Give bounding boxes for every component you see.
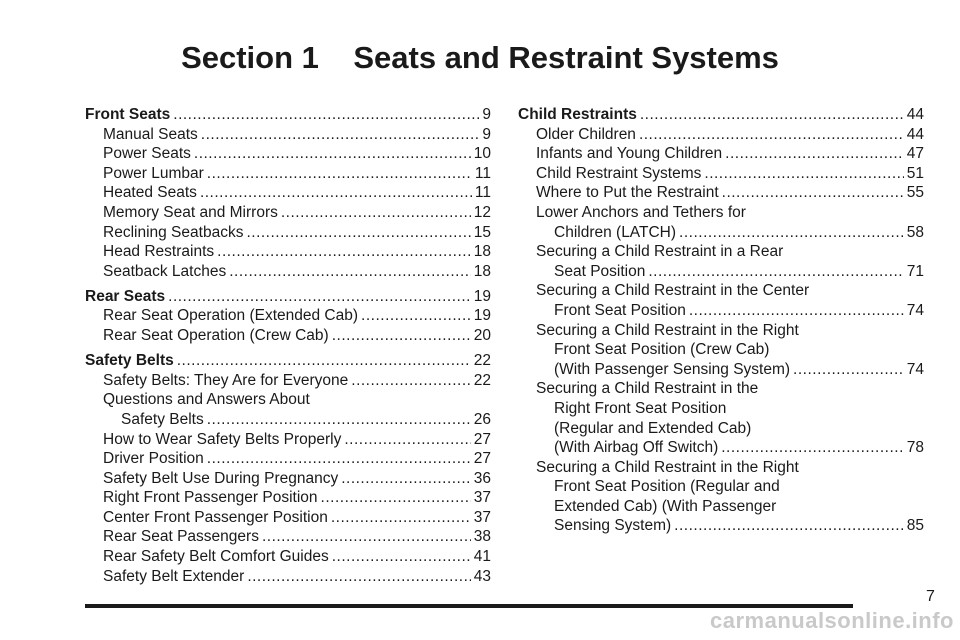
toc-entry-page: 11 [474, 184, 491, 202]
toc-entry [85, 144, 491, 164]
toc-entry-title: Securing a Child Restraint in the Right [536, 458, 799, 476]
toc-entry-title: Front Seat Position [554, 301, 686, 319]
toc-entry [85, 508, 491, 528]
toc-entry-page: 37 [473, 508, 491, 526]
toc-entry-page: 71 [906, 262, 924, 280]
toc-entry-title: Power Lumbar [103, 164, 204, 182]
dot-leader [229, 262, 471, 282]
toc-entry-page: 78 [906, 439, 924, 457]
toc-entry [85, 164, 491, 184]
section-title: Section 1 Seats and Restraint Systems [181, 40, 779, 75]
toc-entry [518, 379, 924, 399]
toc-entry-page: 58 [906, 223, 924, 241]
toc-entry-page: 9 [482, 106, 491, 123]
toc-right-column [518, 105, 924, 536]
toc-heading [85, 351, 491, 371]
toc-entry [85, 306, 491, 326]
toc-entry-page: 41 [473, 548, 491, 566]
dot-leader [200, 183, 472, 203]
toc-entry [518, 262, 924, 282]
toc-entry-title: Heated Seats [103, 184, 197, 202]
toc-entry [518, 340, 924, 360]
toc-entry-title: Securing a Child Restraint in the [536, 380, 759, 398]
toc-entry-title: Infants and Young Children [536, 145, 723, 163]
toc-entry-title: (With Passenger Sensing System) [554, 360, 791, 378]
toc-entry-page: 12 [473, 203, 491, 221]
toc-entry [85, 469, 491, 489]
toc-entry-page: 38 [473, 528, 491, 546]
toc-entry-title: Right Front Seat Position [554, 399, 727, 417]
dot-leader [331, 508, 471, 528]
toc-heading [85, 287, 491, 307]
dot-leader [351, 371, 470, 391]
toc-entry [518, 183, 924, 203]
toc-entry [85, 203, 491, 223]
toc-entry-title: Safety Belts [121, 410, 204, 428]
toc-entry [518, 144, 924, 164]
toc-entry-title: Safety Belt Extender [103, 567, 245, 585]
toc-entry-page: 22 [473, 371, 491, 389]
dot-leader [679, 223, 904, 243]
dot-leader [341, 469, 471, 489]
toc-entry-title: Rear Seat Passengers [103, 528, 259, 546]
toc-entry [518, 223, 924, 243]
toc-entry-page: 27 [473, 450, 491, 468]
toc-entry [518, 477, 924, 497]
toc-entry-page: 9 [482, 125, 491, 143]
watermark-text: carmanualsonline.info [710, 608, 954, 633]
toc-entry-title: Rear Seat Operation (Crew Cab) [103, 327, 329, 345]
toc-entry-page: 74 [906, 360, 924, 378]
toc-entry-title: Front Seat Position (Crew Cab) [554, 341, 770, 359]
toc-entry-title: Reclining Seatbacks [103, 223, 244, 241]
dot-leader [207, 410, 471, 430]
toc-entry-page: 51 [906, 164, 924, 182]
toc-left-column [85, 105, 491, 586]
toc-entry [518, 497, 924, 517]
toc-entry-page: 19 [473, 287, 491, 305]
toc-entry [518, 458, 924, 478]
toc-entry [85, 223, 491, 243]
toc-entry-page: 20 [473, 327, 491, 345]
toc-entry [518, 399, 924, 419]
dot-leader [674, 516, 904, 536]
toc-entry [85, 326, 491, 346]
toc-entry-title: Front Seat Position (Regular and [554, 478, 780, 496]
toc-entry-page: 44 [906, 106, 924, 123]
toc-entry [518, 203, 924, 223]
dot-leader [281, 203, 471, 223]
toc-entry-title: Manual Seats [103, 125, 198, 143]
toc-entry [518, 164, 924, 184]
toc-entry-page: 22 [473, 352, 491, 370]
toc-entry-title: Children (LATCH) [554, 223, 677, 241]
dot-leader [639, 125, 904, 145]
toc-entry-title: Right Front Passenger Position [103, 489, 318, 507]
dot-leader [793, 360, 904, 380]
dot-leader [177, 351, 471, 371]
dot-leader [246, 223, 470, 243]
toc-entry-title: Driver Position [103, 450, 204, 468]
dot-leader [173, 105, 479, 125]
dot-leader [217, 242, 471, 262]
toc-entry [85, 371, 491, 391]
toc-entry-title: Where to Put the Restraint [536, 184, 719, 202]
toc-entry [518, 301, 924, 321]
dot-leader [201, 125, 480, 145]
dot-leader [721, 438, 904, 458]
toc-entry-title: Child Restraints [518, 106, 637, 123]
dot-leader [640, 105, 904, 125]
toc-entry-title: Safety Belts: They Are for Everyone [103, 371, 349, 389]
toc-entry [85, 527, 491, 547]
toc-entry [518, 125, 924, 145]
toc-entry [85, 547, 491, 567]
toc-entry-title: Rear Safety Belt Comfort Guides [103, 548, 329, 566]
toc-entry-page: 44 [906, 125, 924, 143]
toc-entry [85, 410, 491, 430]
toc-entry-page: 36 [473, 469, 491, 487]
dot-leader [648, 262, 903, 282]
dot-leader [262, 527, 471, 547]
toc-entry-page: 10 [473, 145, 491, 163]
dot-leader [704, 164, 903, 184]
toc-entry-title: Power Seats [103, 145, 191, 163]
toc-entry-title: Seatback Latches [103, 262, 227, 280]
toc-entry-title: Older Children [536, 125, 636, 143]
dot-leader [344, 430, 470, 450]
toc-entry [518, 360, 924, 380]
toc-entry-title: Securing a Child Restraint in the Center [536, 282, 810, 300]
toc-entry-title: Center Front Passenger Position [103, 508, 328, 526]
dot-leader [725, 144, 904, 164]
toc-entry-page: 11 [474, 164, 491, 182]
toc-entry-page: 15 [473, 223, 491, 241]
dot-leader [332, 326, 471, 346]
dot-leader [194, 144, 471, 164]
toc-entry [85, 390, 491, 410]
toc-entry-page: 85 [906, 517, 924, 535]
toc-entry-page: 43 [473, 567, 491, 585]
toc-entry-page: 27 [473, 430, 491, 448]
dot-leader [722, 183, 904, 203]
toc-entry-title: Sensing System) [554, 517, 672, 535]
toc-entry [518, 321, 924, 341]
dot-leader [361, 306, 471, 326]
toc-entry-title: Safety Belt Use During Pregnancy [103, 469, 339, 487]
toc-entry [85, 488, 491, 508]
toc-entry [518, 281, 924, 301]
toc-entry-page: 19 [473, 307, 491, 325]
dot-leader [321, 488, 471, 508]
dot-leader [207, 164, 472, 184]
toc-entry-title: Lower Anchors and Tethers for [536, 203, 746, 221]
toc-entry-page: 18 [473, 262, 491, 280]
dot-leader [207, 449, 471, 469]
toc-entry-title: Safety Belts [85, 352, 174, 370]
toc-entry-title: Head Restraints [103, 243, 215, 261]
dot-leader [247, 567, 470, 587]
toc-entry-title: Securing a Child Restraint in a Rear [536, 243, 784, 261]
toc-entry-title: How to Wear Safety Belts Properly [103, 430, 342, 448]
toc-entry [85, 125, 491, 145]
toc-heading [85, 105, 491, 125]
toc-entry-title: Extended Cab) (With Passenger [554, 497, 777, 515]
toc-heading [518, 105, 924, 125]
toc-entry [85, 262, 491, 282]
toc-entry [518, 242, 924, 262]
toc-entry [518, 419, 924, 439]
toc-entry [518, 516, 924, 536]
toc-entry-title: Securing a Child Restraint in the Right [536, 321, 799, 339]
toc-entry-title: Memory Seat and Mirrors [103, 203, 278, 221]
toc-entry [85, 183, 491, 203]
toc-entry-page: 47 [906, 145, 924, 163]
toc-entry-title: Rear Seat Operation (Extended Cab) [103, 307, 359, 325]
dot-leader [168, 287, 471, 307]
toc-entry-title: Child Restraint Systems [536, 164, 702, 182]
toc-entry [518, 438, 924, 458]
toc-entry-title: Seat Position [554, 262, 646, 280]
toc-entry-title: Front Seats [85, 106, 171, 123]
dot-leader [332, 547, 471, 567]
page-number: 7 [926, 588, 935, 605]
toc-entry [85, 430, 491, 450]
toc-entry-title: (Regular and Extended Cab) [554, 419, 752, 437]
toc-entry-title: (With Airbag Off Switch) [554, 439, 719, 457]
dot-leader [689, 301, 904, 321]
toc-entry-title: Questions and Answers About [103, 391, 310, 409]
toc-entry-page: 26 [473, 410, 491, 428]
toc-entry-page: 18 [473, 243, 491, 261]
toc-entry-page: 55 [906, 184, 924, 202]
toc-entry [85, 242, 491, 262]
toc-entry-page: 74 [906, 301, 924, 319]
toc-entry-page: 37 [473, 489, 491, 507]
toc-entry-title: Rear Seats [85, 287, 166, 305]
toc-entry [85, 567, 491, 587]
toc-entry [85, 449, 491, 469]
